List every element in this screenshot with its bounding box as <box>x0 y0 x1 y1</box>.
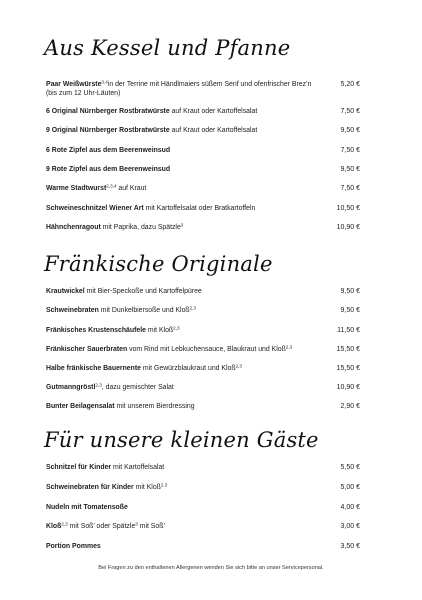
item-price: 9,50 € <box>340 166 360 173</box>
item-description: mit Dunkelbiersoße und Kloß <box>98 307 190 314</box>
allergen-note: 3 <box>135 521 138 527</box>
item-name: Bunter Beilagensalat <box>46 403 115 410</box>
allergen-note: 2,3 <box>285 344 293 350</box>
item-price: 15,50 € <box>336 346 360 353</box>
item-name: 9 Original Nürnberger Rostbratwürste <box>46 127 170 134</box>
allergen-note: 3,4 <box>101 79 108 85</box>
item-name: 6 Original Nürnberger Rostbratwürste <box>46 108 170 115</box>
item-price: 9,50 € <box>340 307 360 314</box>
item-price: 15,50 € <box>336 365 360 372</box>
item-price: 10,90 € <box>336 384 360 391</box>
item-price: 10,90 € <box>336 224 360 231</box>
item-name: Schweinebraten <box>46 307 99 314</box>
item-name: Warme Stadtwurst <box>46 185 107 192</box>
item-name: Krautwickel <box>46 288 85 295</box>
item-description: auf Kraut oder Kartoffelsalat <box>169 127 258 134</box>
item-name: 9 Rote Zipfel aus dem Beerenweinsud <box>46 166 171 173</box>
item-description: auf Kraut <box>116 185 147 192</box>
item-name: Schweinebraten für Kinder <box>46 484 134 491</box>
section-title-kleine-gaeste: Für unsere kleinen Gäste <box>44 428 319 452</box>
item-description: mit unserem Bierdressing <box>114 403 195 410</box>
item-name: Fränkisches Krustenschäufele <box>46 327 146 334</box>
item-price: 2,90 € <box>340 403 360 410</box>
item-name: Paar Weißwürste <box>46 81 102 88</box>
item-name: Nudeln mit Tomatensoße <box>46 504 128 511</box>
item-price: 4,00 € <box>340 504 360 511</box>
allergen-note: 3 <box>180 222 184 228</box>
item-price: 11,50 € <box>337 327 360 334</box>
item-name: Schweineschnitzel Wiener Art <box>46 205 144 212</box>
section-title-fraenkische-originale: Fränkische Originale <box>44 252 273 276</box>
allergen-footer-note: Bei Fragen zu den enthaltenen Allergenen wenden Sie sich bitte an unser Servicepersonal. <box>98 565 324 571</box>
item-price: 7,50 € <box>340 185 360 192</box>
item-description-tail: mit Soß’ <box>137 523 165 530</box>
item-price: 5,00 € <box>340 484 360 491</box>
item-name: Fränkischer Sauerbraten <box>46 346 128 353</box>
item-description: mit Kloß <box>145 327 174 334</box>
allergen-note: 2,3 <box>173 325 180 331</box>
item-name: Gutmanngröstl <box>46 384 96 391</box>
item-description: mit Kloß <box>133 484 161 491</box>
item-name: Kloß <box>46 523 62 530</box>
item-description: mit Soß’ oder Spätzle <box>67 523 136 530</box>
item-name: Hähnchenragout <box>46 224 101 231</box>
allergen-note: 2,3 <box>61 521 68 527</box>
item-description: mit Kartoffelsalat oder Bratkartoffeln <box>143 205 256 212</box>
item-name: Halbe fränkische Bauernente <box>46 365 141 372</box>
item-name: Portion Pommes <box>46 543 101 550</box>
item-description: auf Kraut oder Kartoffelsalat <box>169 108 258 115</box>
item-description: mit Bier-Speckoße und Kartoffelpüree <box>84 288 202 295</box>
allergen-note: 2,3 <box>95 382 102 388</box>
item-price: 10,50 € <box>336 205 360 212</box>
item-price: 9,50 € <box>340 127 360 134</box>
item-description: , dazu gemischter Salat <box>101 384 174 391</box>
allergen-note: 2,3 <box>235 363 242 369</box>
item-description: mit Gewürzblaukraut und Kloß <box>140 365 236 372</box>
allergen-note: 2,3,4 <box>106 183 117 189</box>
item-price: 3,00 € <box>340 523 360 530</box>
item-name: Schnitzel für Kinder <box>46 464 112 471</box>
item-price: 3,50 € <box>340 543 360 550</box>
item-description: vom Rind mit Lebkuchensauce, Blaukraut und Kloß <box>127 346 286 353</box>
item-description-line2: (bis zum 12 Uhr-Läuten) <box>46 90 121 97</box>
item-description: mit Kartoffelsalat <box>111 464 165 471</box>
allergen-note: 2,3 <box>160 482 168 488</box>
item-price: 7,50 € <box>340 108 360 115</box>
item-description: in der Terrine mit Händlmaiers süßem Senf und ofenfrischer Brez’n <box>107 81 312 88</box>
item-price: 9,50 € <box>340 288 360 295</box>
item-price: 7,50 € <box>340 147 360 154</box>
item-name: 6 Rote Zipfel aus dem Beerenweinsud <box>46 147 171 154</box>
item-price: 5,20 € <box>340 81 360 88</box>
item-description: mit Paprika, dazu Spätzle <box>100 224 181 231</box>
allergen-note: 2,3 <box>189 305 197 311</box>
item-price: 5,50 € <box>340 464 360 471</box>
section-title-kessel-pfanne: Aus Kessel und Pfanne <box>44 36 291 60</box>
